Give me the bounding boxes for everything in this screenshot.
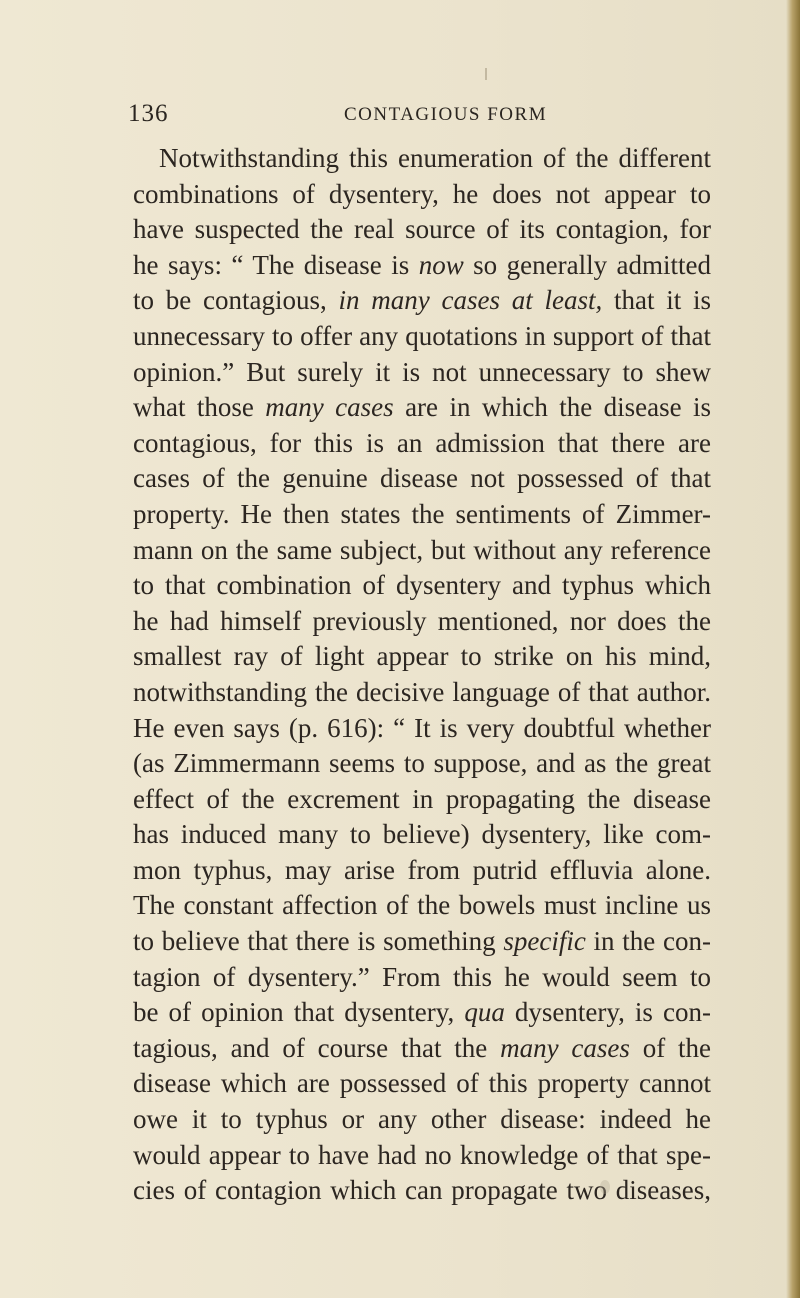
text-line — [133, 995, 711, 1031]
text-run: of the — [629, 1032, 711, 1063]
text-line — [133, 390, 711, 426]
text-run: be of opinion that dysentery, — [133, 997, 465, 1028]
text-line: mon typhus, may arise from putrid effluvia alone. — [133, 854, 711, 885]
page-edge — [786, 0, 800, 1298]
body-text — [133, 141, 711, 1209]
text-line: cases of the genuine disease not possessed of that — [133, 463, 711, 494]
text-line: contagious, for this is an admission that there are — [133, 427, 711, 458]
text-line — [133, 248, 711, 284]
page-number: 136 — [128, 100, 169, 127]
text-line: Notwithstanding this enumeration of the different — [159, 143, 711, 173]
text-line: mann on the same subject, but without any reference — [133, 534, 711, 565]
italic-run: specific — [503, 926, 586, 957]
text-line: to that combination of dysentery and typhus which — [133, 570, 711, 601]
text-line: have suspected the real source of its contagion, for — [133, 214, 711, 245]
text-line: has induced many to believe) dysentery, like com- — [133, 819, 711, 850]
text-line: smallest ray of light appear to strike on his mind, — [133, 641, 711, 672]
text-line: notwithstanding the decisive language of that author. — [133, 676, 711, 707]
text-run: he says: “ The disease is — [133, 249, 419, 280]
text-line: combinations of dysentery, he does not appear to — [133, 178, 711, 209]
text-line: He even says (p. 616): “ It is very doubtful whether — [133, 712, 711, 743]
text-run: to be contagious, — [133, 285, 339, 316]
text-line: property. He then states the sentiments of Zimmer- — [133, 498, 711, 529]
text-line: he had himself previously mentioned, nor does the — [133, 605, 711, 636]
text-line: tagion of dysentery.” From this he would seem to — [133, 961, 711, 992]
print-mark — [485, 68, 487, 80]
text-run: in the con- — [585, 926, 711, 957]
text-run: so generally admitted — [463, 249, 711, 280]
running-head: CONTAGIOUS FORM — [344, 104, 548, 125]
text-line — [133, 283, 711, 319]
text-line — [133, 924, 711, 960]
text-line: owe it to typhus or any other disease: indeed he — [133, 1104, 711, 1135]
text-run: what those — [133, 392, 266, 423]
ink-smudge — [600, 1180, 610, 1194]
text-line: opinion.” But surely it is not unnecessary to shew — [133, 356, 711, 387]
text-run: tagious, and of course that the — [133, 1032, 501, 1063]
page-header — [128, 100, 648, 130]
italic-run: qua — [464, 997, 505, 1028]
text-run: to believe that there is something — [133, 926, 504, 957]
text-run: that it is — [602, 285, 712, 316]
italic-run: many cases — [265, 392, 394, 423]
text-line: unnecessary to offer any quotations in support of that — [133, 320, 711, 351]
text-run: are in which the disease is — [393, 392, 712, 423]
italic-run: many cases — [500, 1032, 630, 1063]
text-line: (as Zimmermann seems to suppose, and as the great — [133, 748, 711, 779]
text-run: dysentery, is con- — [504, 997, 711, 1028]
italic-run: in many cases at least, — [338, 285, 603, 316]
text-line: disease which are possessed of this property cannot — [133, 1068, 711, 1099]
text-line: would appear to have had no knowledge of that spe- — [133, 1139, 711, 1170]
text-line: cies of contagion which can propagate two diseases, — [133, 1175, 711, 1206]
text-line — [133, 1031, 711, 1067]
text-line: The constant affection of the bowels must incline us — [133, 890, 711, 921]
italic-run: now — [418, 249, 464, 280]
text-line: effect of the excrement in propagating the disease — [133, 783, 711, 814]
